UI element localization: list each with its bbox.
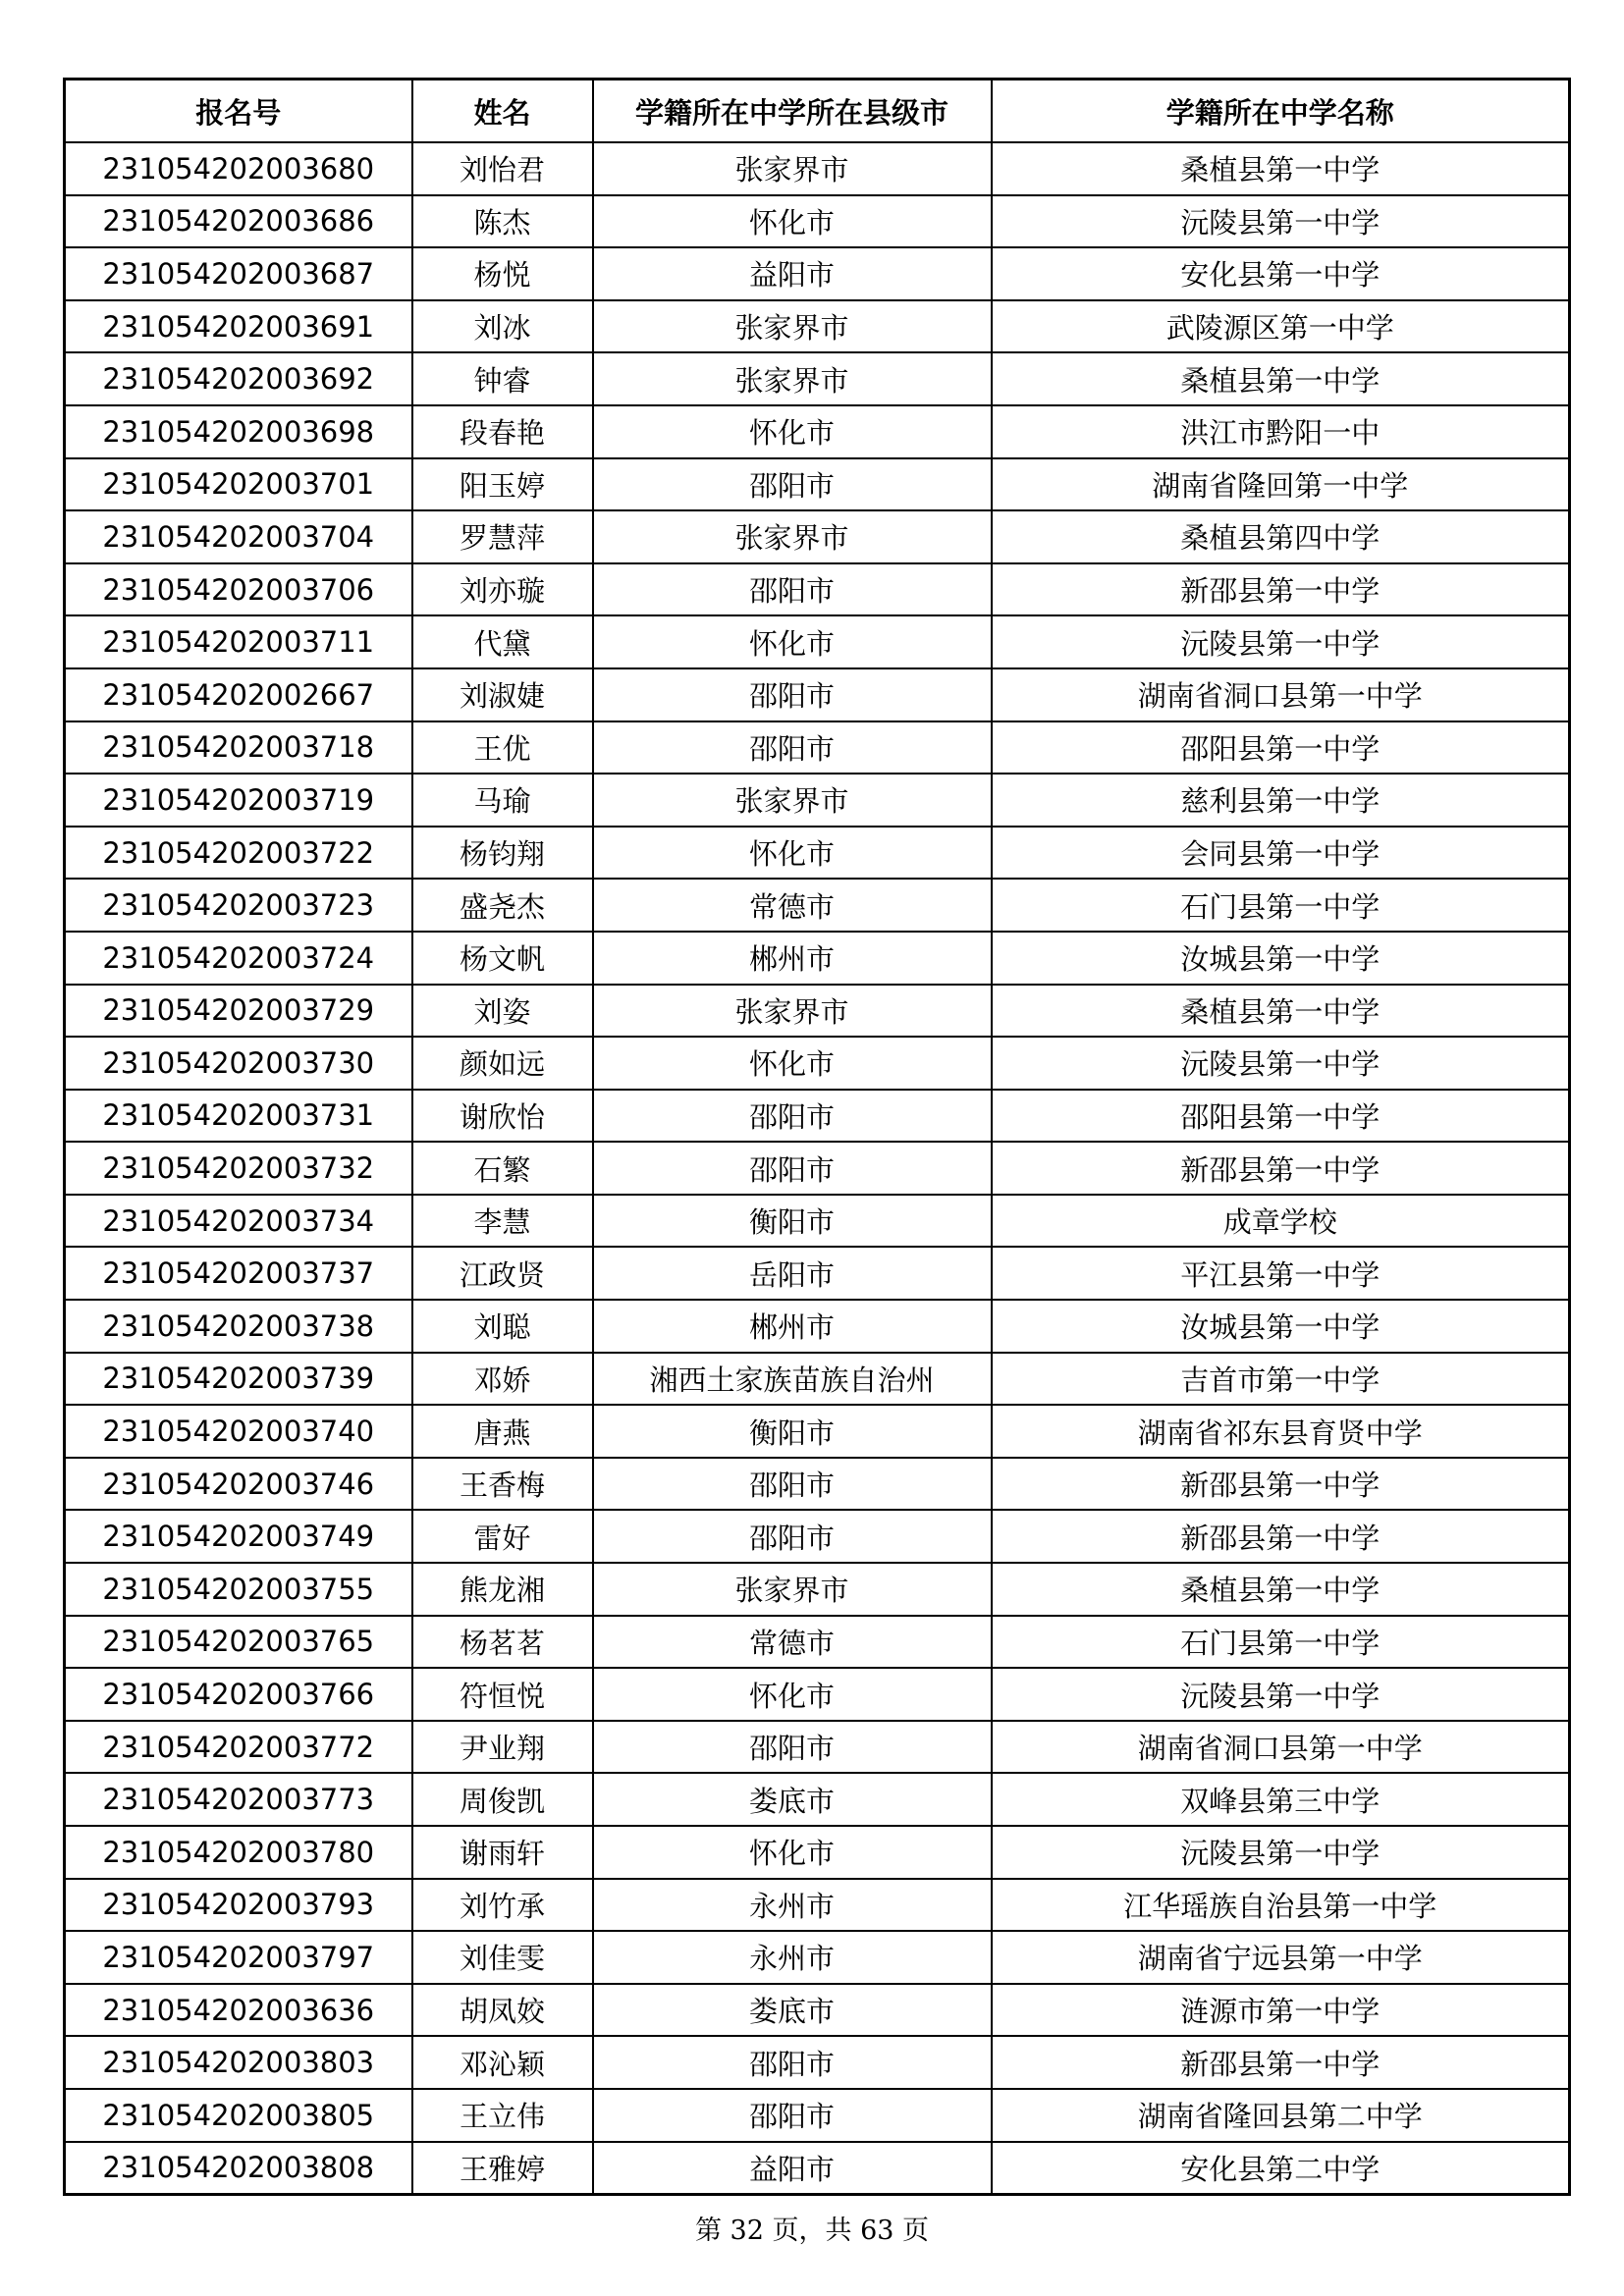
cell-school-city: 张家界市 [593,300,992,353]
cell-name: 段春艳 [412,405,593,458]
cell-name: 谢欣怡 [412,1090,593,1143]
cell-name: 邓沁颖 [412,2036,593,2089]
table-row [65,1826,1570,1879]
cell-name: 颜如远 [412,1037,593,1090]
cell-name: 刘亦璇 [412,563,593,616]
cell-school-city: 怀化市 [593,405,992,458]
cell-name: 刘佳雯 [412,1931,593,1984]
cell-name: 谢雨轩 [412,1826,593,1879]
page-footer: 第 32 页，共 63 页 [694,2216,930,2246]
cell-registration-number: 231054202003680 [65,142,412,195]
cell-registration-number: 231054202003704 [65,510,412,563]
cell-registration-number: 231054202003732 [65,1142,412,1195]
cell-school-name: 成章学校 [992,1195,1570,1248]
cell-school-name: 新邵县第一中学 [992,563,1570,616]
table-row [65,1563,1570,1616]
cell-school-city: 怀化市 [593,1668,992,1721]
cell-school-name: 涟源市第一中学 [992,1984,1570,2037]
cell-name: 刘怡君 [412,142,593,195]
cell-school-city: 邵阳市 [593,563,992,616]
cell-name: 石繁 [412,1142,593,1195]
admission-roster-table [63,78,1571,2196]
table-row [65,827,1570,880]
cell-registration-number: 231054202003749 [65,1510,412,1563]
table-row [65,1142,1570,1195]
table-row [65,1195,1570,1248]
cell-name: 陈杰 [412,195,593,248]
table-row [65,1247,1570,1300]
table-row [65,1090,1570,1143]
cell-name: 盛尧杰 [412,879,593,932]
cell-school-name: 沅陵县第一中学 [992,1668,1570,1721]
cell-school-city: 怀化市 [593,1037,992,1090]
cell-school-name: 平江县第一中学 [992,1247,1570,1300]
cell-registration-number: 231054202003797 [65,1931,412,1984]
cell-school-city: 益阳市 [593,2142,992,2195]
cell-registration-number: 231054202003692 [65,352,412,405]
cell-school-city: 常德市 [593,879,992,932]
cell-name: 刘淑婕 [412,668,593,721]
cell-school-city: 邵阳市 [593,1721,992,1774]
cell-school-name: 慈利县第一中学 [992,774,1570,827]
cell-school-city: 岳阳市 [593,1247,992,1300]
cell-school-city: 张家界市 [593,510,992,563]
table-row [65,2089,1570,2142]
header-school-name: 学籍所在中学名称 [992,80,1570,143]
cell-school-city: 怀化市 [593,827,992,880]
cell-registration-number: 231054202003701 [65,458,412,511]
cell-school-name: 会同县第一中学 [992,827,1570,880]
cell-registration-number: 231054202003737 [65,1247,412,1300]
cell-school-city: 衡阳市 [593,1405,992,1458]
table-row [65,1931,1570,1984]
cell-registration-number: 231054202003698 [65,405,412,458]
cell-school-name: 汝城县第一中学 [992,932,1570,985]
cell-school-city: 邵阳市 [593,458,992,511]
cell-school-name: 新邵县第一中学 [992,1510,1570,1563]
cell-school-name: 沅陵县第一中学 [992,615,1570,668]
cell-school-name: 汝城县第一中学 [992,1300,1570,1353]
cell-school-name: 桑植县第一中学 [992,352,1570,405]
cell-school-city: 永州市 [593,1879,992,1932]
cell-school-name: 新邵县第一中学 [992,1142,1570,1195]
table-row [65,985,1570,1038]
cell-name: 唐燕 [412,1405,593,1458]
cell-school-name: 湖南省洞口县第一中学 [992,1721,1570,1774]
cell-school-name: 邵阳县第一中学 [992,721,1570,774]
table-row [65,721,1570,774]
cell-registration-number: 231054202003765 [65,1616,412,1669]
table-row [65,1353,1570,1406]
cell-registration-number: 231054202002667 [65,668,412,721]
cell-name: 王香梅 [412,1458,593,1511]
cell-name: 周俊凯 [412,1773,593,1826]
cell-registration-number: 231054202003805 [65,2089,412,2142]
cell-school-city: 邵阳市 [593,2036,992,2089]
table-row [65,1773,1570,1826]
cell-registration-number: 231054202003729 [65,985,412,1038]
cell-name: 阳玉婷 [412,458,593,511]
cell-school-city: 邵阳市 [593,721,992,774]
cell-name: 刘聪 [412,1300,593,1353]
cell-school-city: 张家界市 [593,1563,992,1616]
cell-registration-number: 231054202003711 [65,615,412,668]
cell-name: 王雅婷 [412,2142,593,2195]
cell-registration-number: 231054202003636 [65,1984,412,2037]
cell-registration-number: 231054202003772 [65,1721,412,1774]
table-row [65,510,1570,563]
cell-school-city: 衡阳市 [593,1195,992,1248]
cell-school-name: 湖南省隆回第一中学 [992,458,1570,511]
cell-registration-number: 231054202003793 [65,1879,412,1932]
cell-school-city: 郴州市 [593,932,992,985]
cell-school-name: 桑植县第一中学 [992,142,1570,195]
cell-name: 熊龙湘 [412,1563,593,1616]
table-row [65,1405,1570,1458]
cell-school-city: 湘西土家族苗族自治州 [593,1353,992,1406]
cell-name: 杨悦 [412,247,593,300]
cell-school-name: 沅陵县第一中学 [992,195,1570,248]
table-row [65,1300,1570,1353]
cell-name: 雷好 [412,1510,593,1563]
cell-name: 罗慧萍 [412,510,593,563]
cell-registration-number: 231054202003724 [65,932,412,985]
cell-name: 刘姿 [412,985,593,1038]
table-row [65,1458,1570,1511]
table-row [65,563,1570,616]
cell-name: 杨茗茗 [412,1616,593,1669]
cell-school-name: 沅陵县第一中学 [992,1826,1570,1879]
header-name: 姓名 [412,80,593,143]
cell-school-city: 张家界市 [593,985,992,1038]
cell-school-name: 桑植县第四中学 [992,510,1570,563]
cell-school-city: 常德市 [593,1616,992,1669]
cell-registration-number: 231054202003719 [65,774,412,827]
cell-school-name: 新邵县第一中学 [992,2036,1570,2089]
cell-school-name: 沅陵县第一中学 [992,1037,1570,1090]
table-row [65,1510,1570,1563]
cell-school-name: 石门县第一中学 [992,1616,1570,1669]
table-row [65,1037,1570,1090]
cell-school-name: 湖南省隆回县第二中学 [992,2089,1570,2142]
cell-school-name: 石门县第一中学 [992,879,1570,932]
table-row [65,1721,1570,1774]
cell-registration-number: 231054202003773 [65,1773,412,1826]
cell-name: 杨文帆 [412,932,593,985]
cell-name: 江政贤 [412,1247,593,1300]
cell-school-city: 邵阳市 [593,1090,992,1143]
cell-school-name: 安化县第二中学 [992,2142,1570,2195]
cell-school-city: 邵阳市 [593,2089,992,2142]
cell-school-name: 桑植县第一中学 [992,1563,1570,1616]
cell-school-city: 怀化市 [593,615,992,668]
table-row [65,458,1570,511]
cell-registration-number: 231054202003722 [65,827,412,880]
cell-registration-number: 231054202003755 [65,1563,412,1616]
cell-school-city: 娄底市 [593,1773,992,1826]
cell-name: 王优 [412,721,593,774]
cell-registration-number: 231054202003766 [65,1668,412,1721]
cell-registration-number: 231054202003687 [65,247,412,300]
cell-school-name: 武陵源区第一中学 [992,300,1570,353]
cell-registration-number: 231054202003740 [65,1405,412,1458]
cell-school-name: 洪江市黔阳一中 [992,405,1570,458]
cell-name: 李慧 [412,1195,593,1248]
cell-school-city: 张家界市 [593,352,992,405]
cell-school-city: 邵阳市 [593,668,992,721]
cell-school-name: 邵阳县第一中学 [992,1090,1570,1143]
cell-registration-number: 231054202003734 [65,1195,412,1248]
cell-name: 马瑜 [412,774,593,827]
cell-school-name: 湖南省洞口县第一中学 [992,668,1570,721]
cell-school-city: 张家界市 [593,142,992,195]
table-row [65,1668,1570,1721]
cell-registration-number: 231054202003803 [65,2036,412,2089]
table-row [65,405,1570,458]
cell-school-name: 双峰县第三中学 [992,1773,1570,1826]
cell-school-city: 邵阳市 [593,1458,992,1511]
cell-registration-number: 231054202003691 [65,300,412,353]
cell-school-city: 张家界市 [593,774,992,827]
cell-school-city: 怀化市 [593,1826,992,1879]
table-row [65,2036,1570,2089]
table-row [65,1984,1570,2037]
cell-registration-number: 231054202003686 [65,195,412,248]
table-row [65,2142,1570,2195]
cell-school-city: 邵阳市 [593,1142,992,1195]
cell-registration-number: 231054202003739 [65,1353,412,1406]
cell-name: 杨钧翔 [412,827,593,880]
table-header-row [65,80,1570,143]
header-registration-number: 报名号 [65,80,412,143]
header-school-city: 学籍所在中学所在县级市 [593,80,992,143]
table-row [65,1879,1570,1932]
table-row [65,247,1570,300]
table-row [65,615,1570,668]
cell-registration-number: 231054202003780 [65,1826,412,1879]
table-row [65,300,1570,353]
table-row [65,1616,1570,1669]
cell-school-city: 娄底市 [593,1984,992,2037]
cell-school-name: 新邵县第一中学 [992,1458,1570,1511]
table-row [65,142,1570,195]
cell-registration-number: 231054202003731 [65,1090,412,1143]
cell-school-name: 江华瑶族自治县第一中学 [992,1879,1570,1932]
cell-registration-number: 231054202003730 [65,1037,412,1090]
cell-school-city: 怀化市 [593,195,992,248]
table-row [65,352,1570,405]
cell-school-city: 郴州市 [593,1300,992,1353]
cell-name: 刘冰 [412,300,593,353]
table-row [65,195,1570,248]
cell-school-name: 吉首市第一中学 [992,1353,1570,1406]
cell-name: 王立伟 [412,2089,593,2142]
cell-name: 胡凤姣 [412,1984,593,2037]
table-row [65,879,1570,932]
cell-school-city: 邵阳市 [593,1510,992,1563]
cell-registration-number: 231054202003718 [65,721,412,774]
cell-name: 刘竹承 [412,1879,593,1932]
cell-school-name: 安化县第一中学 [992,247,1570,300]
table-row [65,932,1570,985]
cell-school-name: 湖南省祁东县育贤中学 [992,1405,1570,1458]
table-row [65,774,1570,827]
table-row [65,668,1570,721]
cell-registration-number: 231054202003723 [65,879,412,932]
cell-name: 符恒悦 [412,1668,593,1721]
cell-school-name: 湖南省宁远县第一中学 [992,1931,1570,1984]
cell-school-city: 永州市 [593,1931,992,1984]
cell-registration-number: 231054202003738 [65,1300,412,1353]
cell-registration-number: 231054202003808 [65,2142,412,2195]
cell-school-name: 桑植县第一中学 [992,985,1570,1038]
cell-registration-number: 231054202003746 [65,1458,412,1511]
cell-registration-number: 231054202003706 [65,563,412,616]
cell-name: 代黛 [412,615,593,668]
cell-name: 邓娇 [412,1353,593,1406]
cell-name: 尹业翔 [412,1721,593,1774]
cell-name: 钟睿 [412,352,593,405]
cell-school-city: 益阳市 [593,247,992,300]
